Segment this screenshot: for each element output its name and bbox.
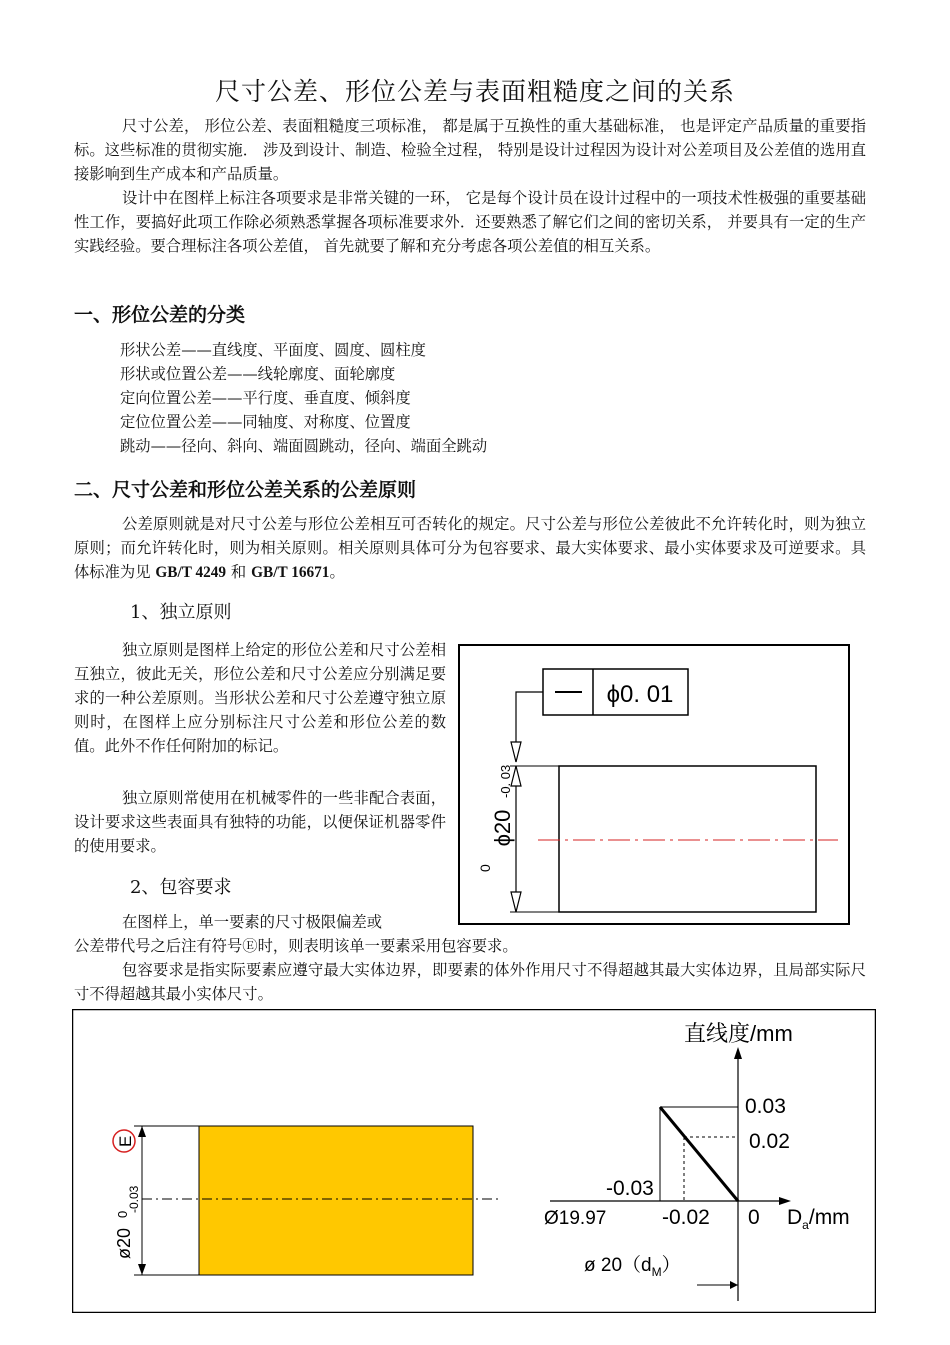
sub1-paragraph-1: 独立原则是图样上给定的形位公差和尺寸公差相互独立，彼此无关，形位公差和尺寸公差应分别满足要求的一种公差原则。当形状公差和尺寸公差遵守独立原则时，在图样上应分别标注尺寸公差和形位公差的数值。此外不作任何附加的标记。 (74, 641, 446, 755)
sub2-paragraph-1a: 在图样上，单一要素的尺寸极限偏差或 (122, 913, 383, 931)
x-tick-label: 0 (748, 1206, 760, 1229)
lower-deviation: -0. 03 (498, 764, 513, 798)
x-tick-label: -0.03 (606, 1177, 654, 1200)
y-tick-label: 0.02 (749, 1130, 790, 1153)
lower-deviation: -0.03 (127, 1185, 141, 1213)
leader-arrow (511, 742, 521, 762)
dimension-text: ϕ20 (490, 809, 515, 847)
dimension-text: ø20 (114, 1227, 134, 1259)
list-item: 定向位置公差——平行度、垂直度、倾斜度 (120, 389, 411, 407)
sub1-paragraph-2: 独立原则常使用在机械零件的一些非配合表面，设计要求这些表面具有独特的功能，以便保证机器零件的使用要求。 (74, 789, 446, 855)
upper-deviation: 0 (477, 864, 493, 872)
x-tick-label: -0.02 (662, 1206, 710, 1229)
intro-paragraph-2: 设计中在图样上标注各项要求是非常关键的一环， 它是每个设计员在设计过程中的一项技术性极强的重要基础性工作，要搞好此项工作除必须熟悉掌握各项标准要求外．还要熟悉了解它们之间的密切关系， 并要具有一定的生产实践经验。要合理标注各项公差值， 首先就要了解和充分考虑各项公差值的相互关系。 (74, 189, 866, 255)
x-axis-label: $D_a/mm$ (787, 1206, 850, 1232)
y-axis-label: 直线度/mm (684, 1021, 793, 1046)
list-item: 形状或位置公差——线轮廓度、面轮廓度 (120, 365, 396, 383)
standard-ref-1: GB/T 4249 (155, 564, 227, 581)
list-item: 跳动——径向、斜向、端面圆跳动，径向、端面全跳动 (120, 437, 488, 455)
section2-paragraph: 公差原则就是对尺寸公差与形位公差相互可否转化的规定。尺寸公差与形位公差彼此不允许转化时，则为独立原则；而允许转化时，则为相关原则。相关原则具体可分为包容要求、最大实体要求、最小实体要求及可逆要求。具体标准为见 GB/T 4249 和 GB/T 16671。 (74, 515, 866, 581)
sub2-heading: 2、包容要求 (130, 877, 232, 898)
sub2-paragraph-2: 包容要求是指实际要素应遵守最大实体边界，即要素的体外作用尺寸不得超越其最大实体边界，且局部实际尺寸不得超越其最小实体尺寸。 (74, 961, 866, 1003)
envelope-symbol: E (116, 1135, 135, 1147)
part-body (199, 1126, 473, 1275)
bottom-size-label: ø $20(d_M)$ (584, 1255, 681, 1279)
envelope-requirement-figure (72, 1009, 876, 1313)
section2-heading: 二、尺寸公差和形位公差关系的公差原则 (74, 479, 417, 501)
independent-principle-figure (458, 644, 850, 926)
leader-line (516, 692, 543, 762)
intro-paragraph-1: 尺寸公差， 形位公差、表面粗糙度三项标准， 都是属于互换性的重大基础标准， 也是评定产品质量的重要指标。这些标准的贯彻实施． 涉及到设计、制造、检验全过程， 特别是设计过程因为设计对公差项目及公差值的选用直接影响到生产成本和产品质量。 (74, 117, 866, 183)
tolerance-classification-list (120, 338, 487, 458)
tolerance-value: ϕ0. 01 (606, 681, 674, 708)
y-tick-label: 0.03 (745, 1095, 786, 1118)
upper-deviation: 0 (115, 1210, 130, 1218)
list-item: 形状公差——直线度、平面度、圆度、圆柱度 (120, 341, 426, 359)
sub1-heading: 1、独立原则 (130, 602, 232, 623)
standard-ref-2: GB/T 16671 (251, 564, 330, 581)
sub2-paragraph-1b: 公差带代号之后注有符号Ⓔ时，则表明该单一要素采用包容要求。 (74, 937, 518, 955)
page-title: 尺寸公差、形位公差与表面粗糙度之间的关系 (214, 77, 735, 106)
tolerance-zone-line (660, 1107, 738, 1201)
figure-frame (73, 1010, 876, 1313)
section1-heading: 一、形位公差的分类 (74, 304, 246, 326)
part-outline (559, 766, 816, 912)
left-size-label: Ø19.97 (544, 1208, 607, 1229)
list-item: 定位位置公差——同轴度、对称度、位置度 (120, 413, 411, 431)
